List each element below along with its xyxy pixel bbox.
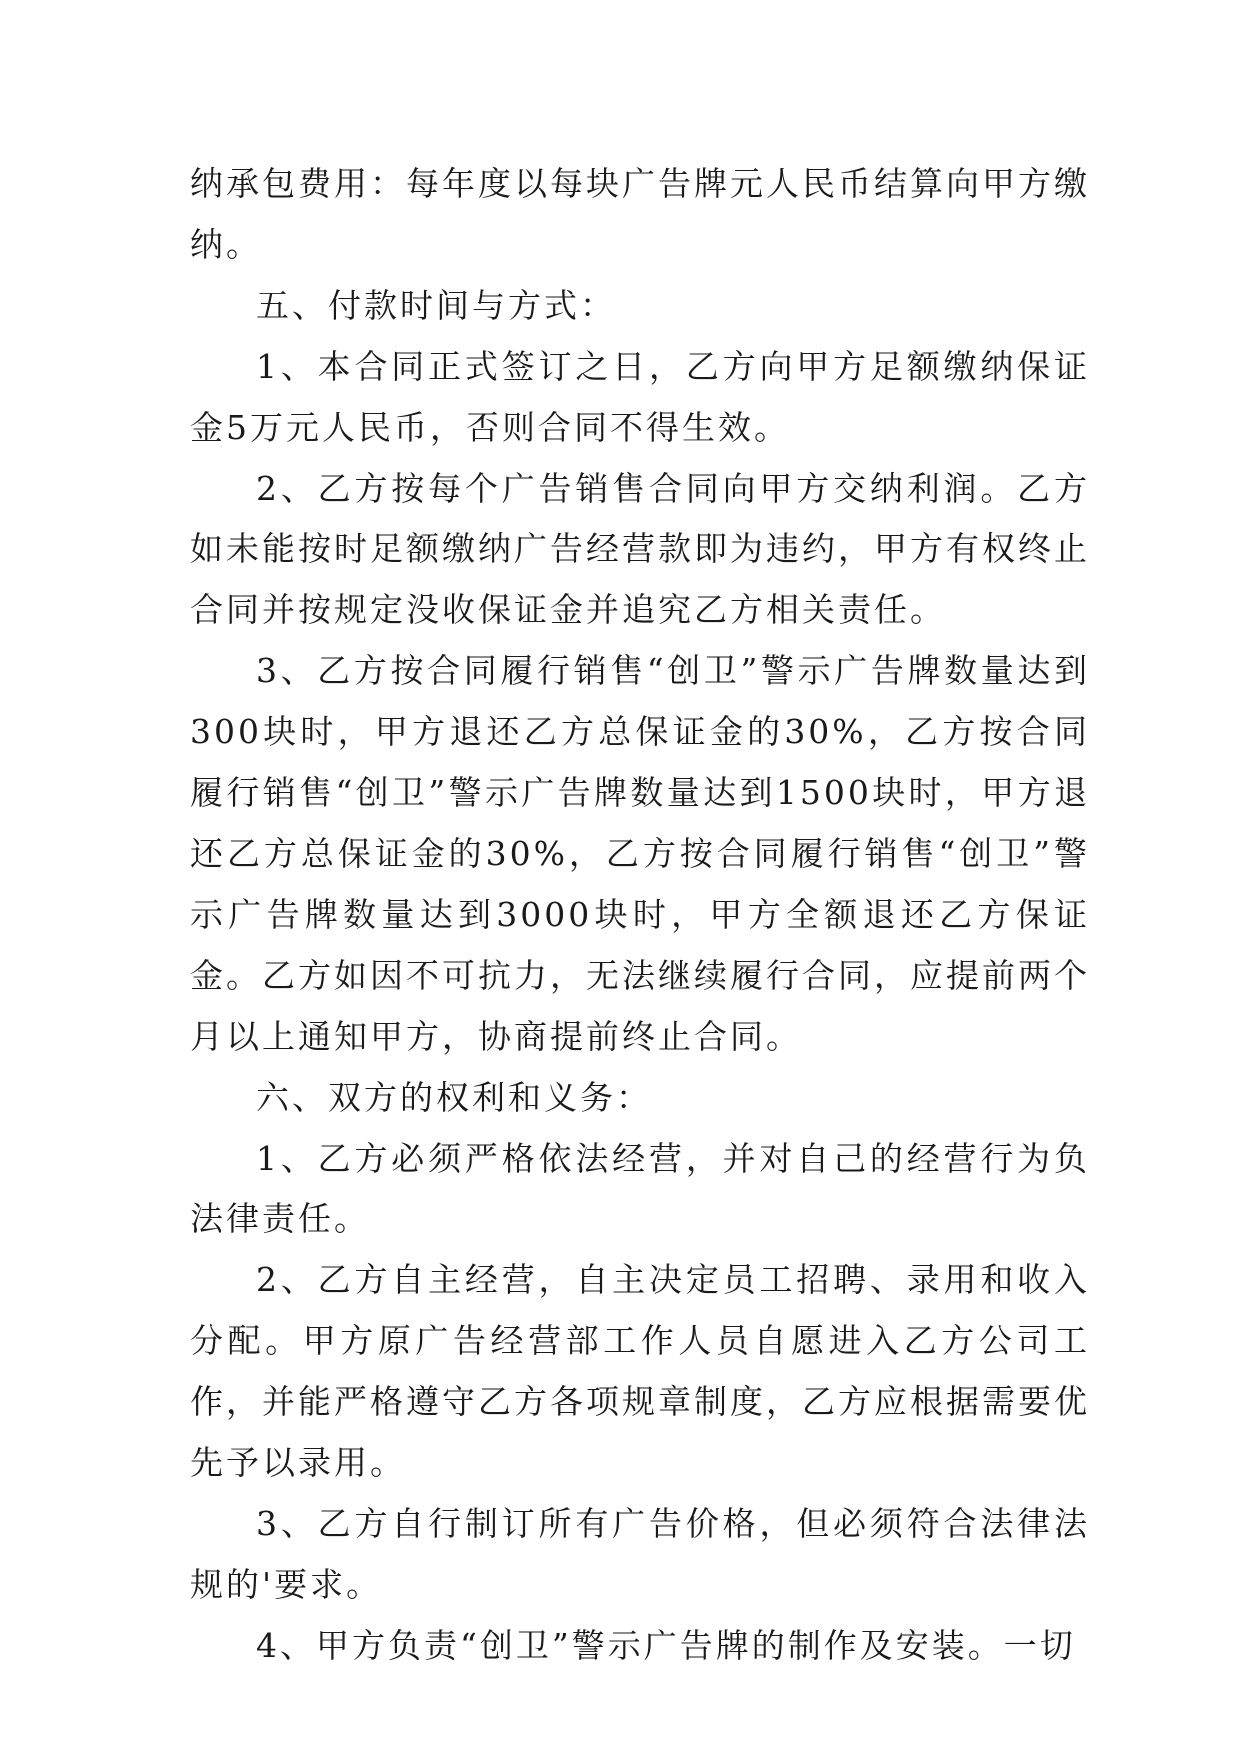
contract-body-text [190,154,1090,1677]
section-heading-payment: 五、付款时间与方式： [256,285,616,325]
paragraph-staffing: 2、乙方自主经营，自主决定员工招聘、录用和收入分配。甲方原广告经营部工作人员自愿进入乙方公司工作，并能严格遵守乙方各项规章制度，乙方应根据需要优先予以录用。 [190,1260,1090,1483]
paragraph-sign-production: 4、甲方负责“创卫”警示广告牌的制作及安装。一切 [256,1625,1076,1665]
paragraph-fee-continuation: 纳承包费用：每年度以每块广告牌元人民币结算向甲方缴纳。 [190,164,1090,264]
paragraph-deposit: 1、本合同正式签订之日，乙方向甲方足额缴纳保证金5万元人民币，否则合同不得生效。 [190,346,1090,447]
paragraph-lawful-operation: 1、乙方必须严格依法经营，并对自己的经营行为负法律责任。 [190,1138,1090,1239]
paragraph-pricing: 3、乙方自行制订所有广告价格，但必须符合法律法规的'要求。 [190,1503,1090,1604]
paragraph-deposit-refund: 3、乙方按合同履行销售“创卫”警示广告牌数量达到300块时，甲方退还乙方总保证金的30%，乙方按合同履行销售“创卫”警示广告牌数量达到1500块时，甲方退还乙方总保证金的30%，乙方按合同履行销售“创卫”警示广告牌数量达到3000块时，甲方全额退还乙方保证金。乙方如因不可抗力，无法继续履行合同，应提前两个月以上通知甲方，协商提前终止合同。 [190,651,1090,1056]
section-heading-rights: 六、双方的权利和义务： [256,1077,652,1117]
paragraph-profit-payment: 2、乙方按每个广告销售合同向甲方交纳利润。乙方如未能按时足额缴纳广告经营款即为违约，甲方有权终止合同并按规定没收保证金并追究乙方相关责任。 [190,468,1090,630]
